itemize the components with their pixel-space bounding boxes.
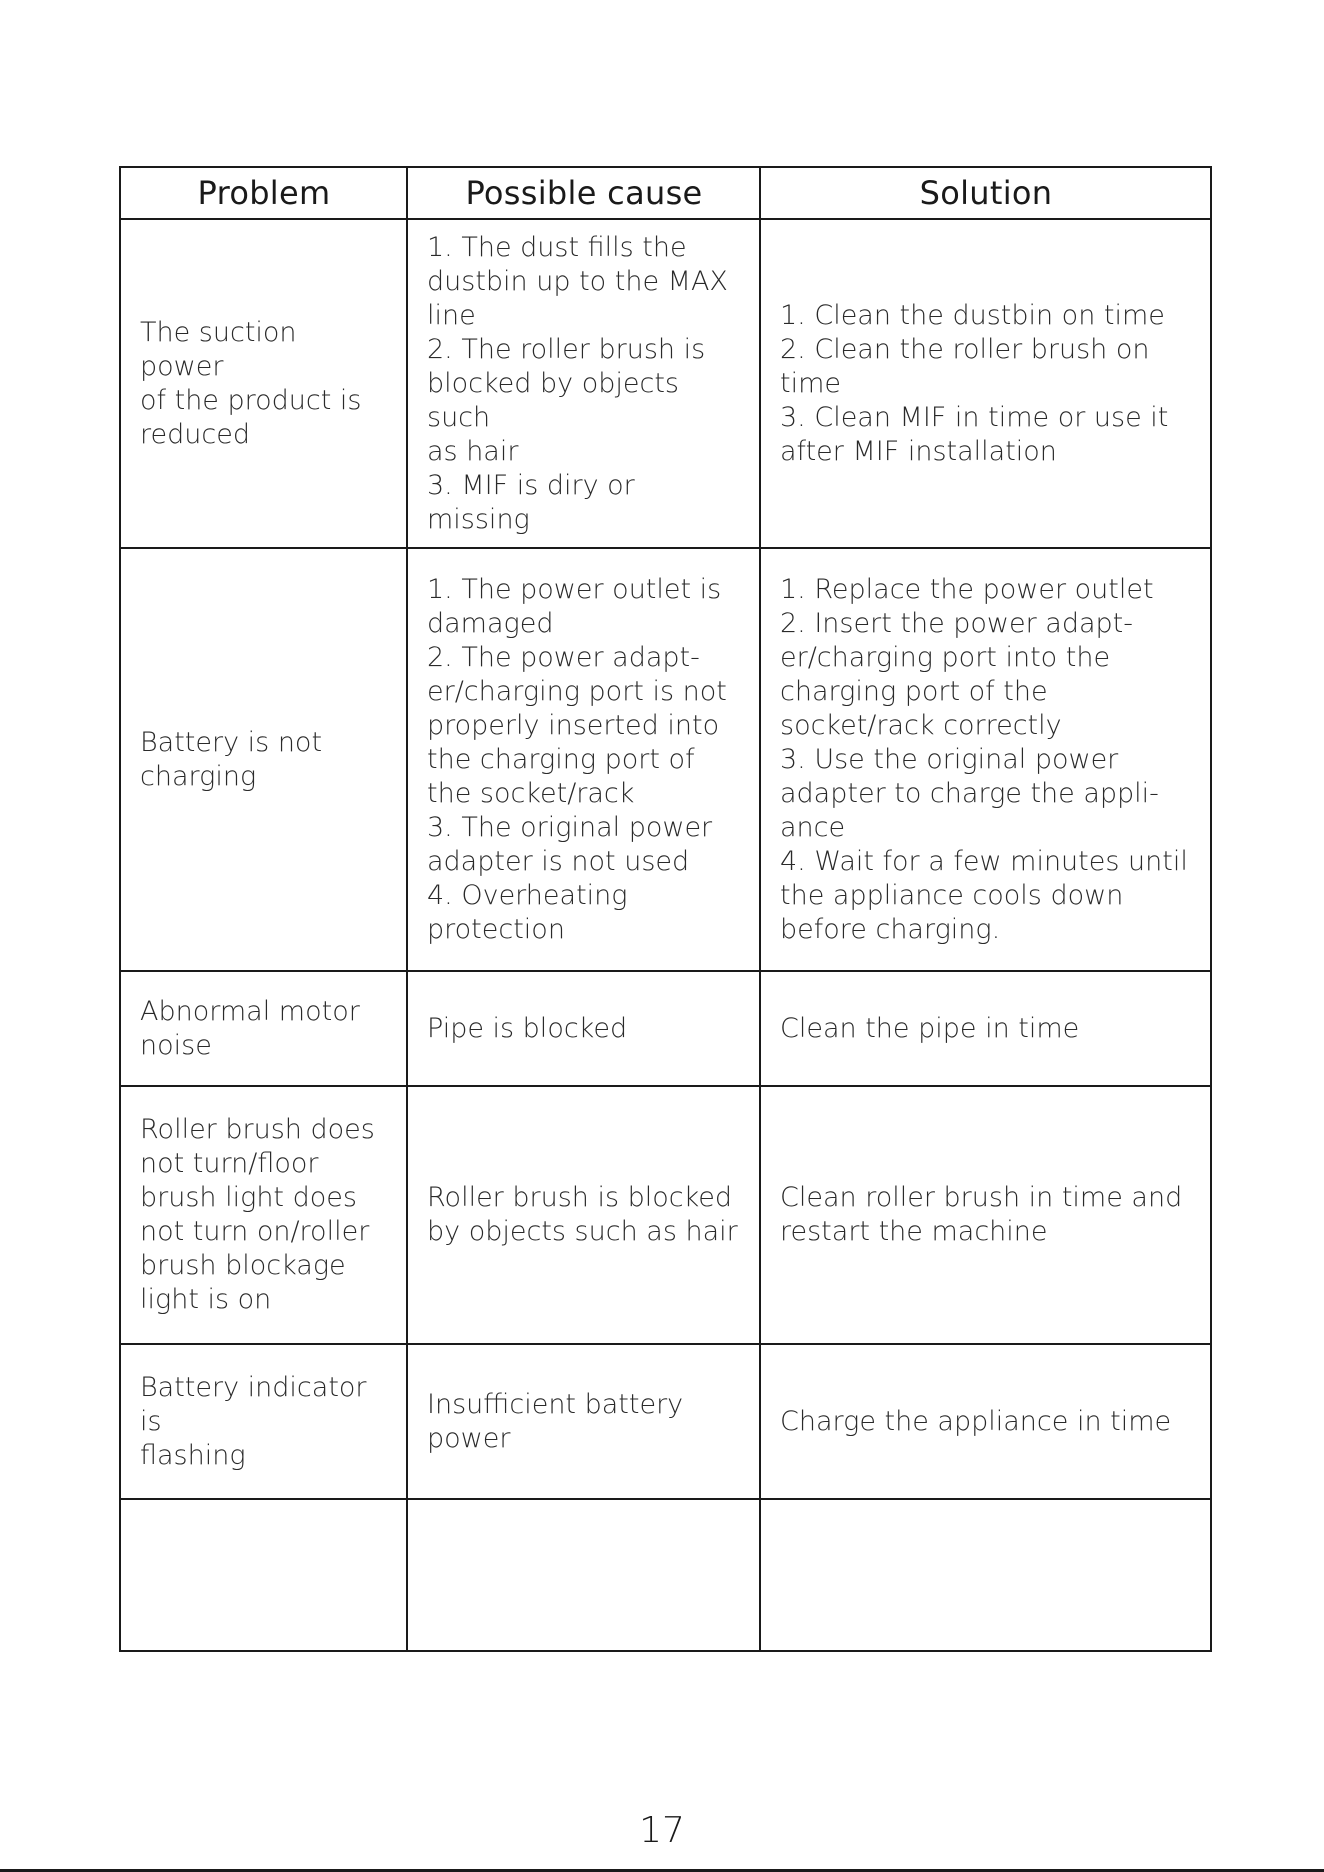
problem-cell: The suction power of the product is reduced <box>120 219 407 548</box>
problem-cell <box>120 1499 407 1651</box>
page-number: 17 <box>639 1810 685 1851</box>
table-row <box>120 971 1211 1086</box>
cause-cell: Roller brush is blocked by objects such as hair <box>407 1086 760 1344</box>
table-row-empty <box>120 1499 1211 1651</box>
solution-cell: Clean the pipe in time <box>760 971 1211 1086</box>
table-row <box>120 219 1211 548</box>
table-row <box>120 1344 1211 1499</box>
header-problem: Problem <box>120 167 407 219</box>
header-possible-cause: Possible cause <box>407 167 760 219</box>
cause-cell: Pipe is blocked <box>407 971 760 1086</box>
problem-cell: Abnormal motor noise <box>120 971 407 1086</box>
table-row <box>120 548 1211 971</box>
solution-cell <box>760 1499 1211 1651</box>
table-row <box>120 1086 1211 1344</box>
solution-cell: Clean roller brush in time and restart the machine <box>760 1086 1211 1344</box>
solution-cell: 1. Replace the power outlet 2. Insert the power adapt- er/charging port into the charging port of the socket/rack correctly 3. Use the original power adapter to charge the appli- ance 4. Wait for a few minutes until the appliance cools down before charging. <box>760 548 1211 971</box>
troubleshooting-table <box>119 166 1212 1652</box>
problem-cell: Battery is not charging <box>120 548 407 971</box>
table-header-row <box>120 167 1211 219</box>
cause-cell: Insufficient battery power <box>407 1344 760 1499</box>
cause-cell <box>407 1499 760 1651</box>
cause-cell: 1. The dust fills the dustbin up to the MAX line 2. The roller brush is blocked by objects such as hair 3. MIF is diry or missing <box>407 219 760 548</box>
solution-cell: Charge the appliance in time <box>760 1344 1211 1499</box>
cause-cell: 1. The power outlet is damaged 2. The power adapt- er/charging port is not properly inserted into the charging port of the socket/rack 3. The original power adapter is not used 4. Overheating protection <box>407 548 760 971</box>
problem-cell: Roller brush does not turn/floor brush light does not turn on/roller brush blockage light is on <box>120 1086 407 1344</box>
solution-cell: 1. Clean the dustbin on time 2. Clean the roller brush on time 3. Clean MIF in time or use it after MIF installation <box>760 219 1211 548</box>
header-solution: Solution <box>760 167 1211 219</box>
problem-cell: Battery indicator is flashing <box>120 1344 407 1499</box>
